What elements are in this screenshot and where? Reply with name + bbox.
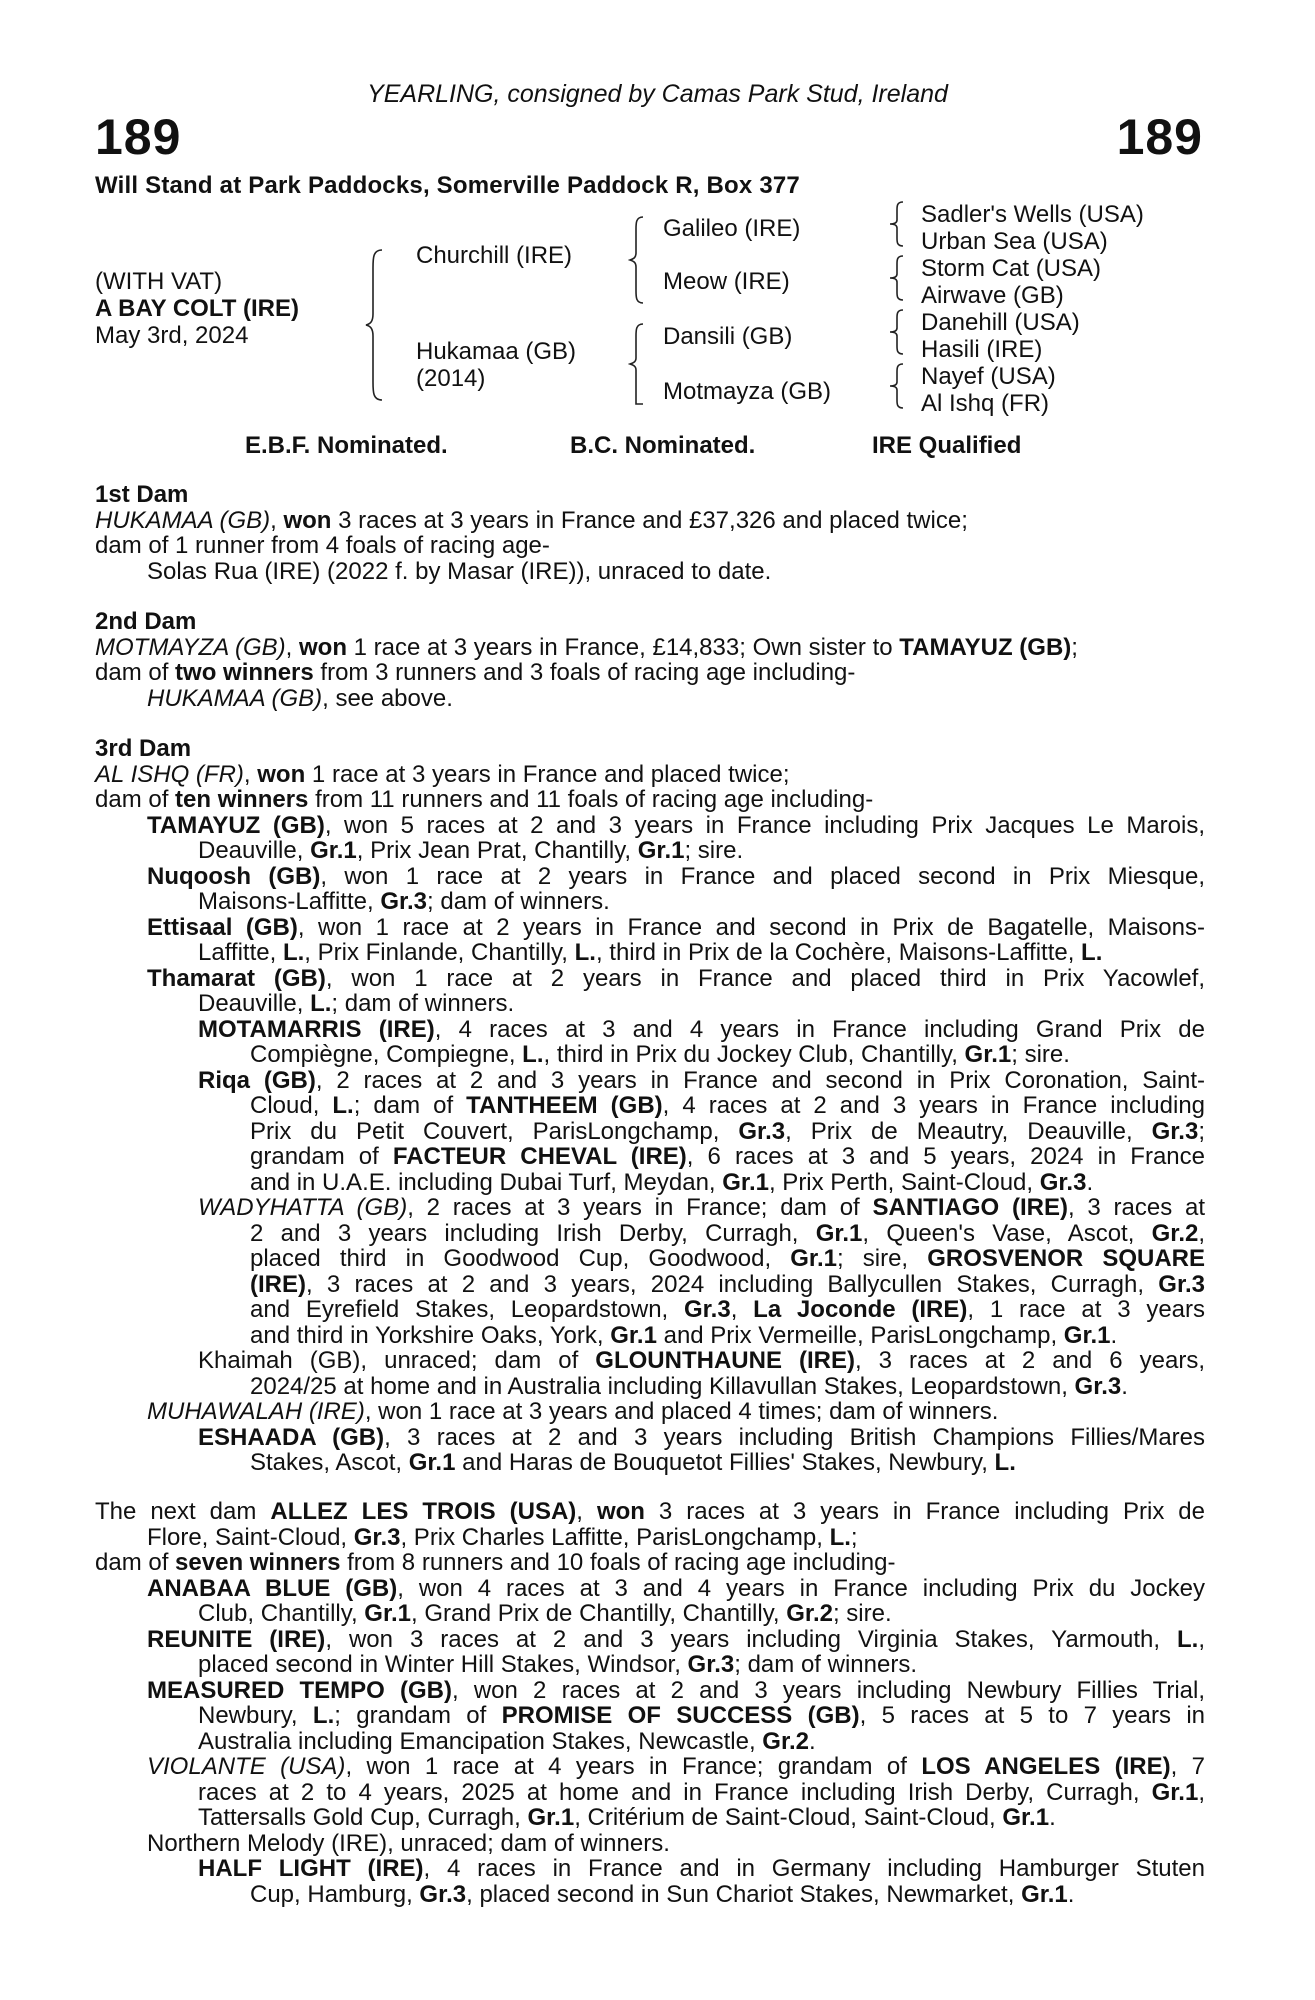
- khaimah-line-2: 2024/25 at home and in Australia including Killavullan Stakes, Leopardstown, Gr.3.: [250, 1372, 1128, 1400]
- pedigree-bracket-sire: [628, 215, 648, 305]
- wadyhatta-line-4: (IRE), 3 races at 2 and 3 years, 2024 including Ballycullen Stakes, Curragh, Gr.3: [250, 1270, 1205, 1298]
- reunite-line-2: placed second in Winter Hill Stakes, Windsor, Gr.3; dam of winners.: [198, 1651, 917, 1678]
- pedigree-bracket-ss: [888, 200, 908, 248]
- anabaa-line-1: ANABAA BLUE (GB), won 4 races at 3 and 4 years in France including Prix du Jockey: [147, 1574, 1205, 1602]
- stand-location: Will Stand at Park Paddocks, Somerville Paddock R, Box 377: [95, 172, 800, 199]
- wadyhatta-line-2: 2 and 3 years including Irish Derby, Curragh, Gr.1, Queen's Vase, Ascot, Gr.2,: [250, 1219, 1206, 1247]
- ettisaal-line-2: Laffitte, L., Prix Finlande, Chantilly, L., third in Prix de la Cochère, Maisons-Laffitte, L.: [198, 939, 1103, 966]
- lot-number-right: 189: [1116, 109, 1203, 165]
- sire-dam-sire: Storm Cat (USA): [921, 255, 1102, 282]
- second-dam-line-3: HUKAMAA (GB), see above.: [147, 684, 453, 712]
- first-dam-line-2: dam of 1 runner from 4 foals of racing age-: [95, 532, 550, 559]
- dam-dam-dam: Al Ishq (FR): [921, 390, 1050, 417]
- pedigree-bracket-dam: [628, 322, 648, 406]
- eshaada-line-1: ESHAADA (GB), 3 races at 2 and 3 years including British Champions Fillies/Mares: [198, 1423, 1206, 1451]
- dam-dam-sire: Nayef (USA): [921, 363, 1056, 390]
- third-dam-section: [95, 736, 1205, 1476]
- dam-sire: Dansili (GB): [663, 323, 793, 350]
- dam-name: Hukamaa (GB): [416, 338, 577, 365]
- violante-line-2: races at 2 to 4 years, 2025 at home and in France including Irish Derby, Curragh, Gr.1,: [198, 1778, 1205, 1806]
- first-dam-line-3: Solas Rua (IRE) (2022 f. by Masar (IRE)), unraced to date.: [147, 557, 772, 585]
- first-dam-line-1: HUKAMAA (GB), won 3 races at 3 years in France and £37,326 and placed twice;: [95, 506, 968, 534]
- muhawalah-line-1: MUHAWALAH (IRE), won 1 race at 3 years and placed 4 times; dam of winners.: [147, 1398, 999, 1425]
- nuqoosh-line-2: Maisons-Laffitte, Gr.3; dam of winners.: [198, 888, 610, 915]
- wadyhatta-line-3: placed third in Goodwood Cup, Goodwood, Gr.1; sire, GROSVENOR SQUARE: [250, 1245, 1205, 1272]
- sire-dam-dam: Airwave (GB): [921, 282, 1064, 309]
- riqa-line-1: Riqa (GB), 2 races at 2 and 3 years in France and second in Prix Coronation, Saint-: [198, 1066, 1205, 1094]
- motamarris-line-1: MOTAMARRIS (IRE), 4 races at 3 and 4 years in France including Grand Prix de: [198, 1015, 1206, 1043]
- dam-year: (2014): [416, 365, 486, 392]
- nuqoosh-line-1: Nuqoosh (GB), won 1 race at 2 years in France and placed second in Prix Miesque,: [147, 862, 1205, 890]
- violante-line-1: VIOLANTE (USA), won 1 race at 4 years in France; grandam of LOS ANGELES (IRE), 7: [147, 1753, 1206, 1780]
- northern-melody-line-1: Northern Melody (IRE), unraced; dam of winners.: [147, 1829, 670, 1857]
- thamarat-line-2: Deauville, L.; dam of winners.: [198, 990, 515, 1017]
- sire-sire-dam: Urban Sea (USA): [921, 228, 1108, 255]
- horse-name: A BAY COLT (IRE): [95, 295, 300, 322]
- motamarris-line-2: Compiègne, Compiegne, L., third in Prix du Jockey Club, Chantilly, Gr.1; sire.: [250, 1041, 1070, 1068]
- third-dam-heading: 3rd Dam: [95, 735, 192, 762]
- half-light-line-1: HALF LIGHT (IRE), 4 races in France and in Germany including Hamburger Stuten: [198, 1855, 1205, 1882]
- reunite-line-1: REUNITE (IRE), won 3 races at 2 and 3 years including Virginia Stakes, Yarmouth, L.,: [147, 1625, 1205, 1653]
- next-dam-line-3: dam of seven winners from 8 runners and 10 foals of racing age including-: [95, 1549, 896, 1576]
- dam-sire-sire: Danehill (USA): [921, 309, 1080, 336]
- riqa-line-4: grandam of FACTEUR CHEVAL (IRE), 6 races at 3 and 5 years, 2024 in France: [250, 1143, 1206, 1170]
- measured-tempo-line-2: Newbury, L.; grandam of PROMISE OF SUCCESS (GB), 5 races at 5 to 7 years in: [198, 1702, 1205, 1729]
- dam-dam: Motmayza (GB): [663, 378, 832, 405]
- ire-qualified: IRE Qualified: [872, 432, 1022, 459]
- pedigree-bracket-main: [364, 248, 388, 402]
- second-dam-heading: 2nd Dam: [95, 608, 197, 635]
- wadyhatta-line-6: and third in Yorkshire Oaks, York, Gr.1 and Prix Vermeille, ParisLongchamp, Gr.1.: [250, 1321, 1118, 1349]
- third-dam-line-1: AL ISHQ (FR), won 1 race at 3 years in France and placed twice;: [95, 760, 790, 788]
- measured-tempo-line-1: MEASURED TEMPO (GB), won 2 races at 2 and 3 years including Newbury Fillies Trial,: [147, 1676, 1206, 1704]
- ebf-nomination: E.B.F. Nominated.: [245, 432, 448, 459]
- first-dam-heading: 1st Dam: [95, 481, 189, 508]
- next-dam-line-1: The next dam ALLEZ LES TROIS (USA), won 3 races at 3 years in France including Prix de: [95, 1498, 1205, 1525]
- second-dam-line-1: MOTMAYZA (GB), won 1 race at 3 years in France, £14,833; Own sister to TAMAYUZ (GB);: [95, 633, 1078, 661]
- pedigree-bracket-dd: [888, 362, 908, 410]
- wadyhatta-line-5: and Eyrefield Stakes, Leopardstown, Gr.3, La Joconde (IRE), 1 race at 3 years: [250, 1296, 1206, 1323]
- tamayuz-line-1: TAMAYUZ (GB), won 5 races at 2 and 3 years in France including Prix Jacques Le Marois,: [147, 811, 1206, 839]
- next-dam-line-2: Flore, Saint-Cloud, Gr.3, Prix Charles Laffitte, ParisLongchamp, L.;: [147, 1523, 858, 1551]
- khaimah-line-1: Khaimah (GB), unraced; dam of GLOUNTHAUNE (IRE), 3 races at 2 and 6 years,: [198, 1347, 1205, 1374]
- sire-name: Churchill (IRE): [416, 242, 573, 269]
- sire-sire: Galileo (IRE): [663, 215, 801, 242]
- second-dam-section: [95, 609, 1205, 711]
- bc-nomination: B.C. Nominated.: [570, 432, 756, 459]
- third-dam-line-2: dam of ten winners from 11 runners and 11 foals of racing age including-: [95, 786, 874, 813]
- dam-sire-dam: Hasili (IRE): [921, 336, 1043, 363]
- pedigree-bracket-ds: [888, 308, 908, 356]
- riqa-line-3: Prix du Petit Couvert, ParisLongchamp, Gr.3, Prix de Meautry, Deauville, Gr.3;: [250, 1117, 1205, 1145]
- sire-dam: Meow (IRE): [663, 268, 790, 295]
- sire-sire-sire: Sadler's Wells (USA): [921, 201, 1144, 228]
- first-dam-section: [95, 482, 1205, 584]
- thamarat-line-1: Thamarat (GB), won 1 race at 2 years in France and placed third in Prix Yacowlef,: [147, 964, 1206, 992]
- riqa-line-5: and in U.A.E. including Dubai Turf, Meydan, Gr.1, Prix Perth, Saint-Cloud, Gr.3.: [250, 1168, 1094, 1196]
- anabaa-line-2: Club, Chantilly, Gr.1, Grand Prix de Chantilly, Chantilly, Gr.2; sire.: [198, 1600, 892, 1627]
- second-dam-line-2: dam of two winners from 3 runners and 3 foals of racing age including-: [95, 659, 856, 686]
- ettisaal-line-1: Ettisaal (GB), won 1 race at 2 years in France and second in Prix de Bagatelle, Maisons-: [147, 913, 1205, 941]
- half-light-line-2: Cup, Hamburg, Gr.3, placed second in Sun Chariot Stakes, Newmarket, Gr.1.: [250, 1880, 1075, 1908]
- foaling-date: May 3rd, 2024: [95, 322, 249, 349]
- tamayuz-line-2: Deauville, Gr.1, Prix Jean Prat, Chantilly, Gr.1; sire.: [198, 837, 744, 864]
- next-dam-section: [95, 1499, 1205, 1907]
- pedigree-bracket-sd: [888, 254, 908, 302]
- violante-line-3: Tattersalls Gold Cup, Curragh, Gr.1, Critérium de Saint-Cloud, Saint-Cloud, Gr.1.: [198, 1804, 1056, 1831]
- wadyhatta-line-1: WADYHATTA (GB), 2 races at 3 years in France; dam of SANTIAGO (IRE), 3 races at: [198, 1194, 1205, 1221]
- eshaada-line-2: Stakes, Ascot, Gr.1 and Haras de Bouquetot Fillies' Stakes, Newbury, L.: [250, 1449, 1016, 1476]
- riqa-line-2: Cloud, L.; dam of TANTHEEM (GB), 4 races at 2 and 3 years in France including: [250, 1092, 1206, 1119]
- vat-note: (WITH VAT): [95, 268, 223, 295]
- measured-tempo-line-3: Australia including Emancipation Stakes, Newcastle, Gr.2.: [198, 1727, 816, 1755]
- lot-number-left: 189: [95, 109, 182, 165]
- consignment-line: YEARLING, consigned by Camas Park Stud, Ireland: [367, 80, 948, 108]
